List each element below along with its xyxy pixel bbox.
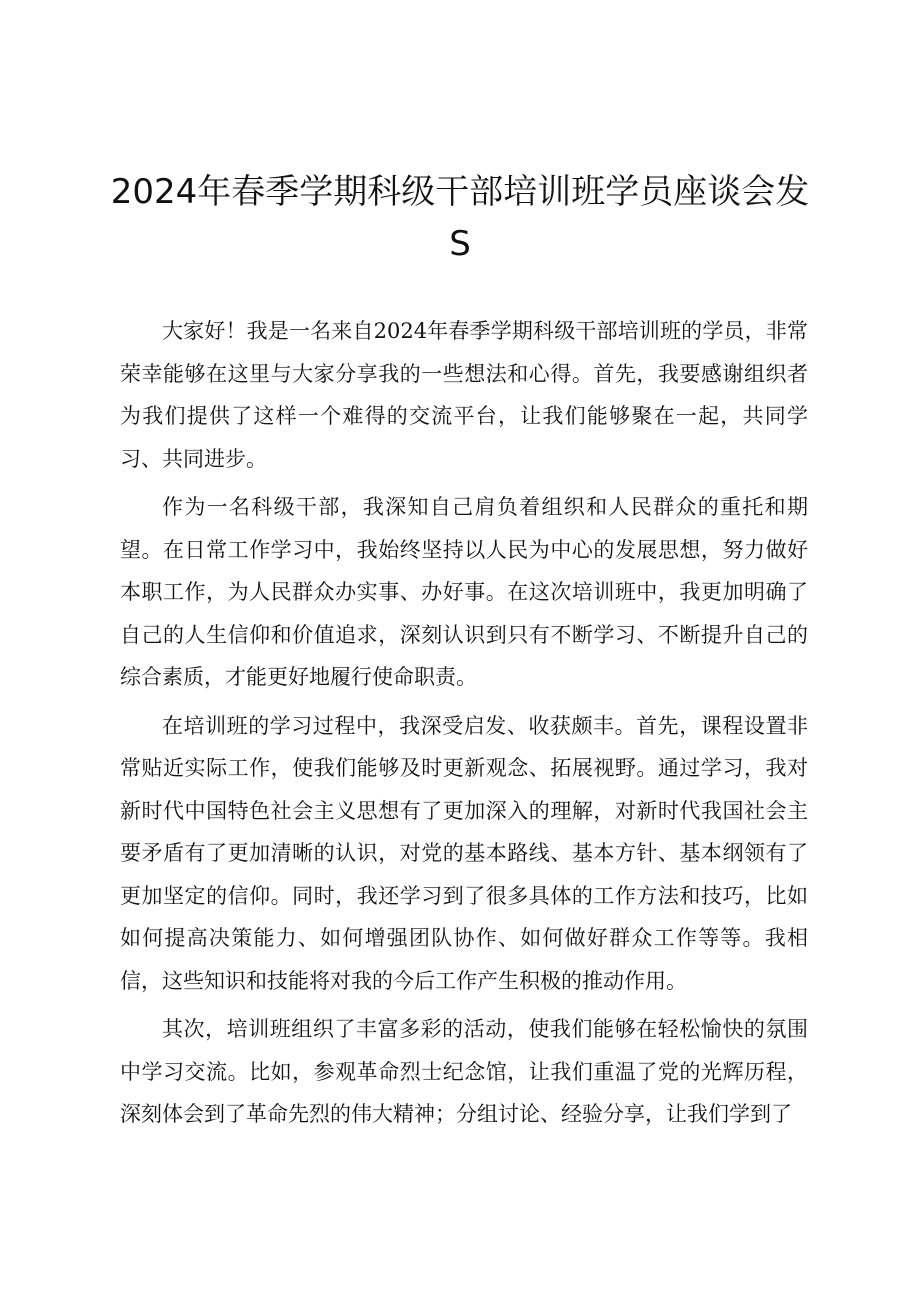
paragraph-4: 其次，培训班组织了丰富多彩的活动，使我们能够在轻松愉快的氛围中学习交流。比如，参观革命烈士纪念馆，让我们重温了党的光辉历程，深刻体会到了革命先烈的伟大精神；分组讨论、经验分享，让我们学到了 [120, 1017, 808, 1126]
paragraph-2: 作为一名科级干部，我深知自己肩负着组织和人民群众的重托和期望。在日常工作学习中，我始终坚持以人民为中心的发展思想，努力做好本职工作，为人民群众办实事、办好事。在这次培训班中，我更加明确了自己的人生信仰和价值追求，深刻认识到只有不断学习、不断提升自己的综合素质，才能更好地履行使命职责。 [120, 495, 808, 689]
paragraph-3: 在培训班的学习过程中，我深受启发、收获颇丰。首先，课程设置非常贴近实际工作，使我们能够及时更新观念、拓展视野。通过学习，我对新时代中国特色社会主义思想有了更加深入的理解，对新时代我国社会主要矛盾有了更加清晰的认识，对党的基本路线、基本方针、基本纲领有了更加坚定的信仰。同时，我还学习到了很多具体的工作方法和技巧，比如如何提高决策能力、如何增强团队协作、如何做好群众工作等等。我相信，这些知识和技能将对我的今后工作产生积极的推动作用。 [120, 713, 808, 993]
document-title: 2024年春季学期科级干部培训班学员座谈会发S [110, 172, 810, 264]
document-body [120, 310, 808, 1142]
paragraph-1: 大家好！我是一名来自2024年春季学期科级干部培训班的学员，非常荣幸能够在这里与大家分享我的一些想法和心得。首先，我要感谢组织者为我们提供了这样一个难得的交流平台，让我们能够聚在一起，共同学习、共同进步。 [120, 319, 808, 471]
